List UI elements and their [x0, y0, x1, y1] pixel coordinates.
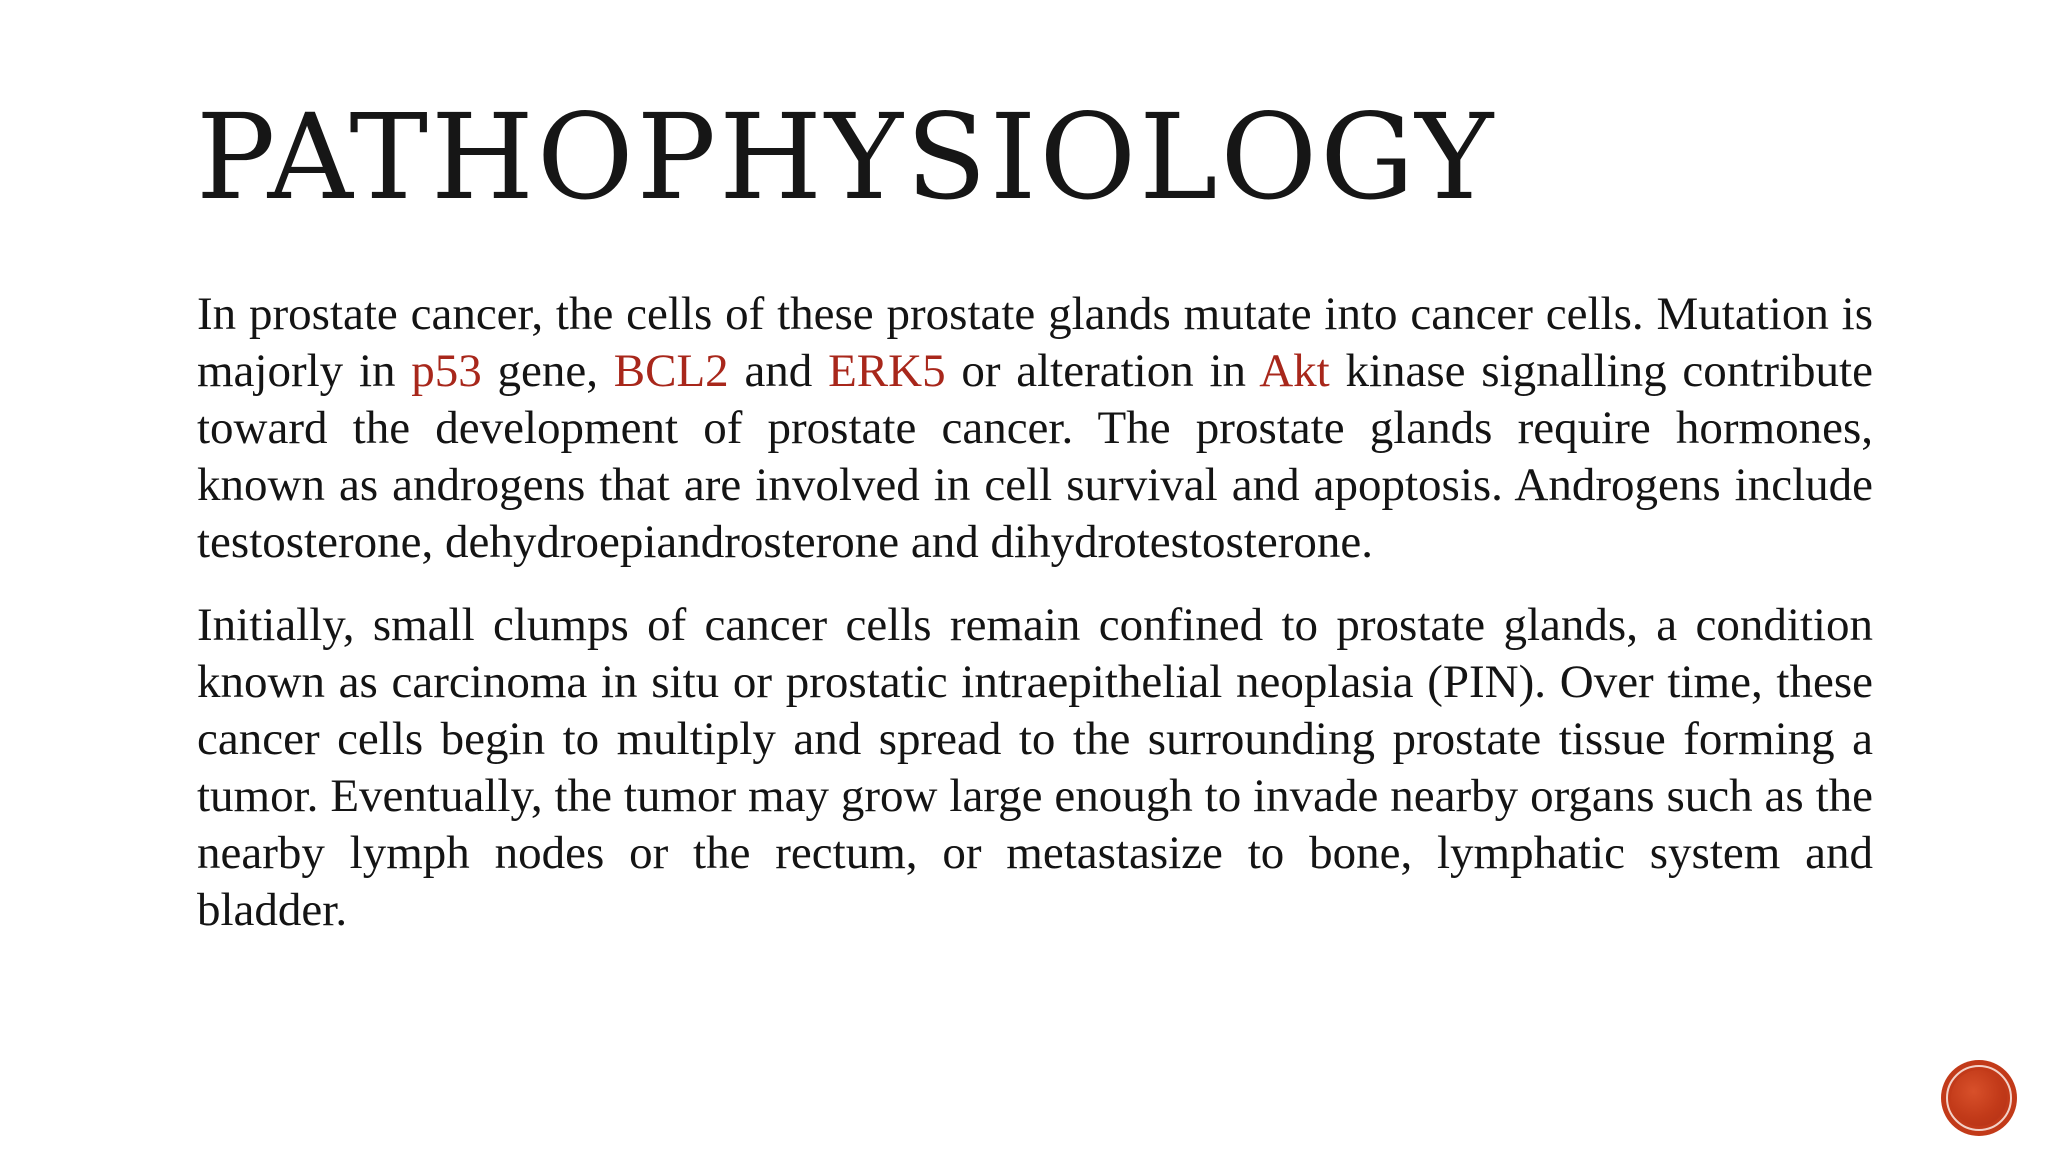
red-circle-nav-icon: [1951, 1070, 2007, 1126]
text-segment: or alteration in: [945, 345, 1260, 397]
paragraph-1: [197, 286, 1873, 571]
text-segment: and: [728, 345, 829, 397]
slide-title: PATHOPHYSIOLOGY: [196, 88, 1497, 226]
text-segment: In prostate cancer, the cells of these prostate glands mutate into cancer cells. Mutation is majorly in: [197, 288, 1873, 397]
slide-body: [197, 286, 1873, 965]
gene-erk5: ERK5: [828, 345, 946, 397]
gene-bcl2: BCL2: [613, 345, 729, 397]
text-segment: kinase signalling contribute toward the development of prostate cancer. The prostate glands require hormones, known as androgens that are involved in cell survival and apoptosis. Androgens include testosterone, dehydroepiandrosterone and dihydrotestosterone.: [197, 345, 1873, 568]
gene-p53: p53: [411, 345, 482, 397]
paragraph-2: [197, 597, 1873, 939]
text-segment: gene,: [481, 345, 614, 397]
text-segment: Initially, small clumps of cancer cells remain confined to prostate glands, a condition known as carcinoma in situ or prostatic intraepithelial neoplasia (PIN). Over time, these cancer cells begin to multiply and spread to the surrounding prostate tissue forming a tumor. Eventually, the tumor may grow large enough to invade nearby organs such as the nearby lymph nodes or the rectum, or metastasize to bone, lymphatic system and bladder.: [197, 599, 1873, 936]
slide-nav-button[interactable]: [1941, 1060, 2017, 1136]
gene-akt: Akt: [1259, 345, 1330, 397]
